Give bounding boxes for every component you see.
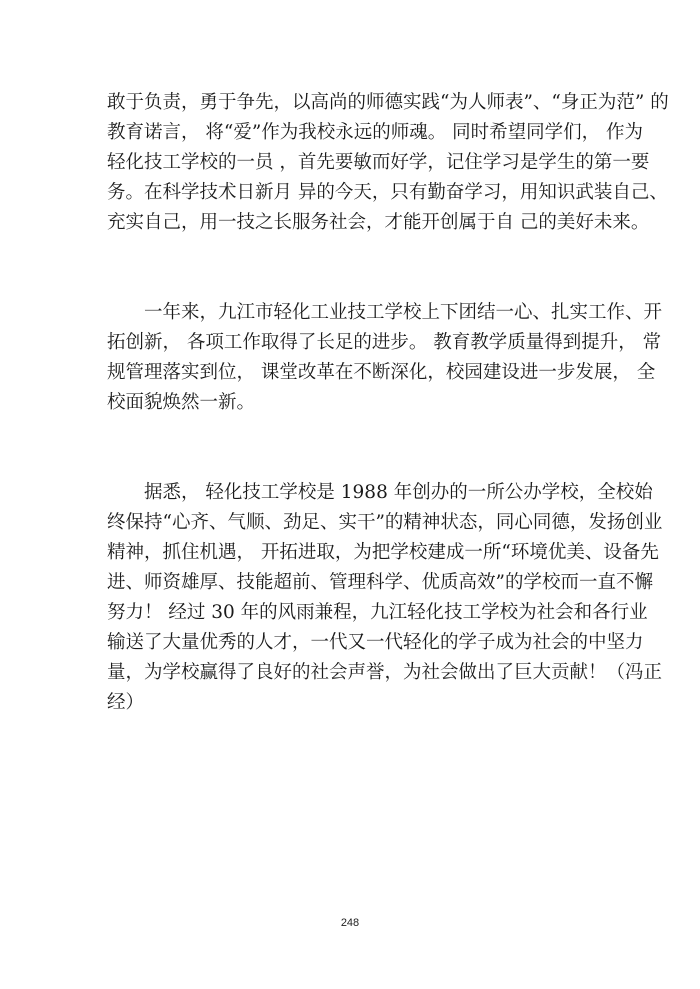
paragraph-gap: [107, 418, 595, 448]
text-line: 务。在科学技术日新月 异的今天，只有勤奋学习，用知识武装自己、: [107, 182, 668, 203]
text-line: 量，为学校赢得了良好的社会声誉，为社会做出了巨大贡献！（冯正: [107, 662, 663, 683]
text-line: 教育诺言， 将“爱”作为我校永远的师魂。 同时希望同学们， 作为: [107, 122, 644, 143]
text-line: 一年来，九江市轻化工业技工学校上下团结一心、扎实工作、开: [107, 302, 663, 323]
paragraph-gap: [107, 448, 595, 478]
text-line: 规管理落实到位， 课堂改革在不断深化，校园建设进一步发展， 全: [107, 362, 656, 383]
paragraph-gap: [107, 268, 595, 298]
paragraph-gap: [107, 238, 595, 268]
text-line: 努力！ 经过 30 年的风雨兼程，九江轻化技工学校为社会和各行业: [107, 602, 648, 623]
text-line: 敢于负责，勇于争先，以高尚的师德实践“为人师表”、“身正为范” 的: [107, 92, 669, 113]
paragraph-3: [107, 478, 663, 718]
text-line: 充实自己，用一技之长服务社会，才能开创属于自 己的美好未来。: [107, 212, 650, 233]
paragraph-2: [107, 298, 663, 418]
text-line: 轻化技工学校的一员 ，首先要敏而好学，记住学习是学生的第一要: [107, 152, 650, 173]
page-number: 248: [340, 917, 360, 929]
article-body: [107, 88, 669, 718]
text-line: 据悉， 轻化技工学校是 1988 年创办的一所公办学校，全校始: [107, 482, 653, 503]
text-line: 终保持“心齐、气顺、劲足、实干”的精神状态，同心同德，发扬创业: [107, 512, 663, 533]
text-line: 经）: [107, 692, 145, 713]
paragraph-1: [107, 88, 669, 238]
text-line: 进、师资雄厚、技能超前、管理科学、优质高效”的学校而一直不懈: [107, 572, 653, 593]
text-line: 输送了大量优秀的人才，一代又一代轻化的学子成为社会的中坚力: [107, 632, 644, 653]
text-line: 精神，抓住机遇， 开拓进取，为把学校建成一所“环境优美、设备先: [107, 542, 659, 563]
text-line: 拓创新， 各项工作取得了长足的进步。 教育教学质量得到提升， 常: [107, 332, 662, 353]
text-line: 校面貌焕然一新。: [107, 392, 256, 413]
